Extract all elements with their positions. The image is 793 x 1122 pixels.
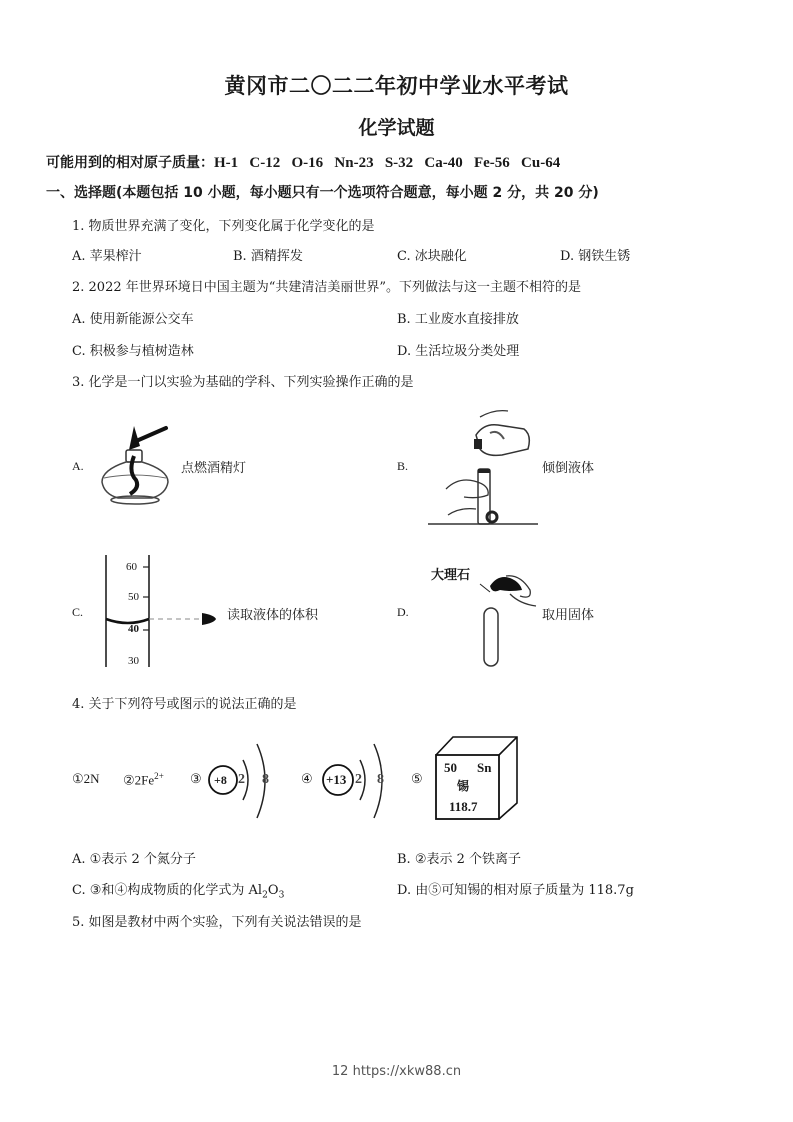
tin-atomic-mass: 118.7 bbox=[449, 799, 478, 814]
atom-4-shell-1: 2 bbox=[355, 772, 362, 787]
question-4-option-d[interactable]: D. 由⑤可知锡的相对原子质量为 118.7g bbox=[397, 883, 634, 898]
question-1-option-c[interactable]: C. 冰块融化 bbox=[397, 249, 467, 264]
cylinder-mark-40: 40 bbox=[128, 623, 139, 635]
tin-atomic-number: 50 bbox=[444, 760, 457, 775]
question-4-stem: 4. 关于下列符号或图示的说法正确的是 bbox=[72, 697, 297, 712]
question-5-stem: 5. 如图是教材中两个实验，下列有关说法错误的是 bbox=[72, 915, 362, 930]
question-3-option-a-caption: 点燃酒精灯 bbox=[181, 461, 247, 476]
question-3-option-c-letter[interactable]: C. bbox=[72, 605, 84, 619]
option-c-text-mid: O bbox=[267, 883, 279, 898]
question-3-option-c-caption: 读取液体的体积 bbox=[227, 608, 319, 623]
tin-symbol: Sn bbox=[477, 760, 492, 775]
symbol-2-charge: 2+ bbox=[154, 771, 164, 781]
symbol-2-base: ②2Fe bbox=[123, 772, 155, 788]
question-1-stem: 1. 物质世界充满了变化，下列变化属于化学变化的是 bbox=[72, 219, 375, 234]
question-4-option-b[interactable]: B. ②表示 2 个铁离子 bbox=[397, 852, 522, 867]
symbol-4-mark: ④ bbox=[301, 771, 313, 786]
question-1-option-d[interactable]: D. 钢铁生锈 bbox=[560, 249, 631, 264]
atom-4-shell-2: 8 bbox=[377, 772, 384, 787]
symbol-1: ①2N bbox=[72, 771, 100, 786]
cylinder-mark-60: 60 bbox=[126, 561, 137, 573]
cylinder-mark-30: 30 bbox=[128, 655, 139, 667]
question-3-option-d-caption: 取用固体 bbox=[542, 608, 595, 623]
question-1-option-b[interactable]: B. 酒精挥发 bbox=[233, 249, 303, 264]
atomic-masses-values: H-1 C-12 O-16 Nn-23 S-32 Ca-40 Fe-56 Cu-64 bbox=[214, 155, 561, 171]
measuring-cylinder-illustration bbox=[100, 555, 225, 670]
question-3-option-d-letter[interactable]: D. bbox=[397, 605, 409, 619]
question-3-option-b-caption: 倾倒液体 bbox=[542, 461, 595, 476]
question-2-stem: 2. 2022 年世界环境日中国主题为“共建清洁美丽世界”。下列做法与这一主题不相符的是 bbox=[72, 280, 582, 295]
symbol-2 bbox=[123, 771, 164, 788]
question-3-option-a-letter[interactable]: A. bbox=[72, 459, 84, 473]
symbol-5-mark: ⑤ bbox=[411, 771, 423, 786]
atom-3-nucleus: +8 bbox=[214, 773, 227, 787]
exam-subtitle: 化学试题 bbox=[358, 117, 435, 139]
atom-3-shell-2: 8 bbox=[262, 772, 269, 787]
option-c-sub-2: 3 bbox=[278, 890, 285, 901]
section-heading: 一、选择题(本题包括 10 小题，每小题只有一个选项符合题意，每小题 2 分，共 20 分) bbox=[46, 185, 599, 201]
question-2-option-b[interactable]: B. 工业废水直接排放 bbox=[397, 312, 519, 327]
atom-3-shell-1: 2 bbox=[238, 772, 245, 787]
atomic-masses-label: 可能用到的相对原子质量： bbox=[46, 155, 214, 171]
question-1-option-a[interactable]: A. 苹果榨汁 bbox=[72, 249, 142, 264]
tin-name: 锡 bbox=[457, 779, 470, 793]
cylinder-mark-50: 50 bbox=[128, 591, 139, 603]
atomic-masses bbox=[46, 152, 560, 172]
exam-title: 黄冈市二〇二二年初中学业水平考试 bbox=[224, 74, 569, 98]
question-4-option-c[interactable] bbox=[72, 879, 284, 901]
question-2-option-d[interactable]: D. 生活垃圾分类处理 bbox=[397, 344, 520, 359]
atom-4-nucleus: +13 bbox=[326, 772, 347, 787]
periodic-table-cell-tin bbox=[433, 733, 523, 823]
question-3-stem: 3. 化学是一门以实验为基础的学科、下列实验操作正确的是 bbox=[72, 375, 414, 390]
symbol-3-mark: ③ bbox=[190, 771, 202, 786]
alcohol-lamp-illustration bbox=[96, 420, 176, 505]
question-2-option-a[interactable]: A. 使用新能源公交车 bbox=[72, 312, 194, 327]
question-4-option-a[interactable]: A. ①表示 2 个氮分子 bbox=[72, 852, 196, 867]
question-3-option-b-letter[interactable]: B. bbox=[397, 459, 409, 473]
question-2-option-c[interactable]: C. 积极参与植树造林 bbox=[72, 344, 194, 359]
pouring-liquid-illustration bbox=[428, 405, 538, 525]
page-footer: 12 https://xkw88.cn bbox=[331, 1064, 462, 1079]
option-c-sub-1: 2 bbox=[262, 890, 268, 901]
option-c-text: C. ③和④构成物质的化学式为 Al bbox=[72, 883, 263, 898]
marble-label: 大理石 bbox=[431, 568, 471, 583]
taking-solid-illustration bbox=[470, 570, 540, 670]
